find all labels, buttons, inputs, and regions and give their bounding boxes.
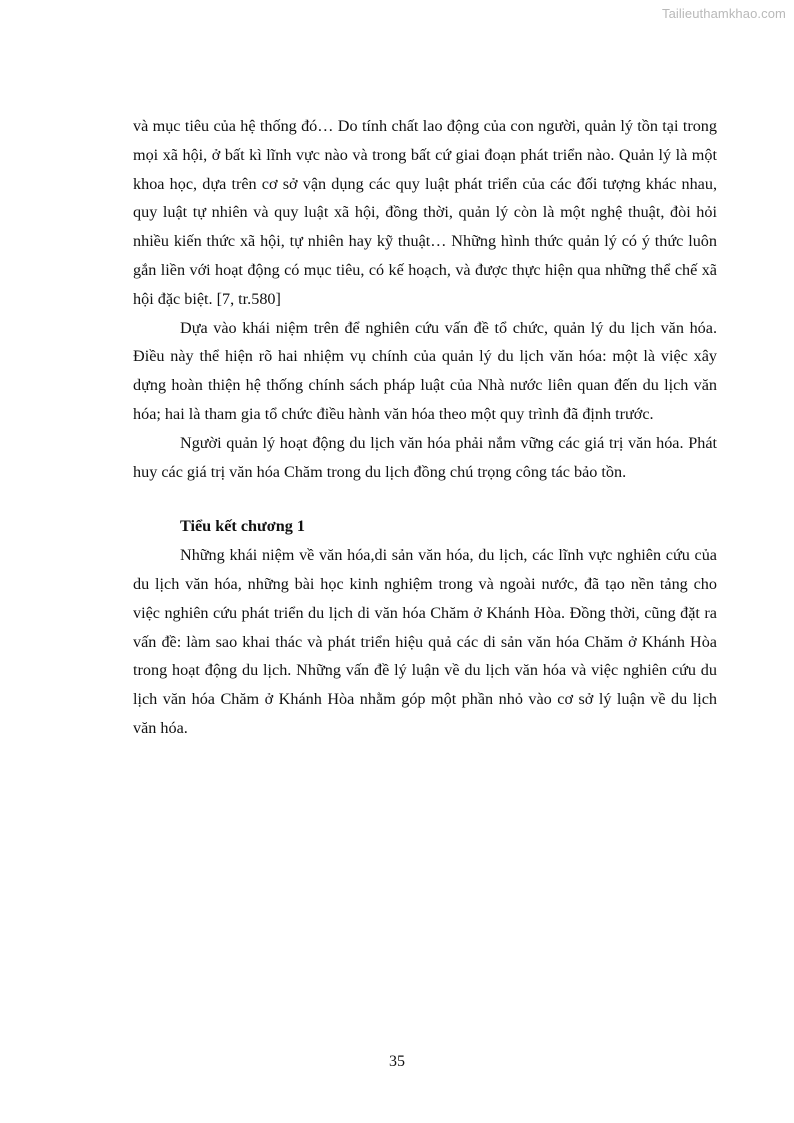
page-number: 35 (389, 1053, 405, 1070)
paragraph-manager-requirements: Người quản lý hoạt động du lịch văn hóa phải nắm vững các giá trị văn hóa. Phát huy các giá trị văn hóa Chăm trong du lịch đồng chú trọng công tác bảo tồn. (133, 433, 717, 481)
paragraph-cultural-tourism-tasks: Dựa vào khái niệm trên để nghiên cứu vấn đề tổ chức, quản lý du lịch văn hóa. Điều này thể hiện rõ hai nhiệm vụ chính của quản lý du lịch văn hóa: một là việc xây dựng hoàn thiện hệ thống chính sách pháp luật của Nhà nước liên quan đến du lịch văn hóa; hai là tham gia tổ chức điều hành văn hóa theo một quy trình đã định trước. (133, 318, 717, 423)
paragraph-management-definition: và mục tiêu của hệ thống đó… Do tính chất lao động của con người, quản lý tồn tại trong mọi xã hội, ở bất kì lĩnh vực nào và trong bất cứ giai đoạn phát triển nào. Quản lý là một khoa học, dựa trên cơ sở vận dụng các quy luật phát triển của các đối tượng khác nhau, quy luật tự nhiên và quy luật xã hội, đồng thời, quản lý còn là một nghệ thuật, đòi hỏi nhiều kiến thức xã hội, tự nhiên hay kỹ thuật… Những hình thức quản lý có ý thức luôn gắn liền với hoạt động có mục tiêu, có kế hoạch, và được thực hiện qua những thể chế xã hội đặc biệt. [7, tr.580] (133, 117, 717, 308)
watermark: Tailieuthamkhao.com (661, 6, 786, 21)
paragraph-chapter-summary: Những khái niệm về văn hóa,di sản văn hóa, du lịch, các lĩnh vực nghiên cứu của du lịch văn hóa, những bài học kinh nghiệm trong và ngoài nước, đã tạo nền tảng cho việc nghiên cứu phát triển du lịch di văn hóa Chăm ở Khánh Hòa. Đồng thời, cũng đặt ra vấn đề: làm sao khai thác và phát triển hiệu quả các di sản văn hóa Chăm ở Khánh Hòa trong hoạt động du lịch. Những vấn đề lý luận về du lịch văn hóa và việc nghiên cứu du lịch văn hóa Chăm ở Khánh Hòa nhằm góp một phần nhỏ vào cơ sở lý luận về du lịch văn hóa. (133, 546, 717, 737)
document-body (133, 112, 717, 743)
chapter-summary-heading: Tiểu kết chương 1 (180, 517, 305, 536)
